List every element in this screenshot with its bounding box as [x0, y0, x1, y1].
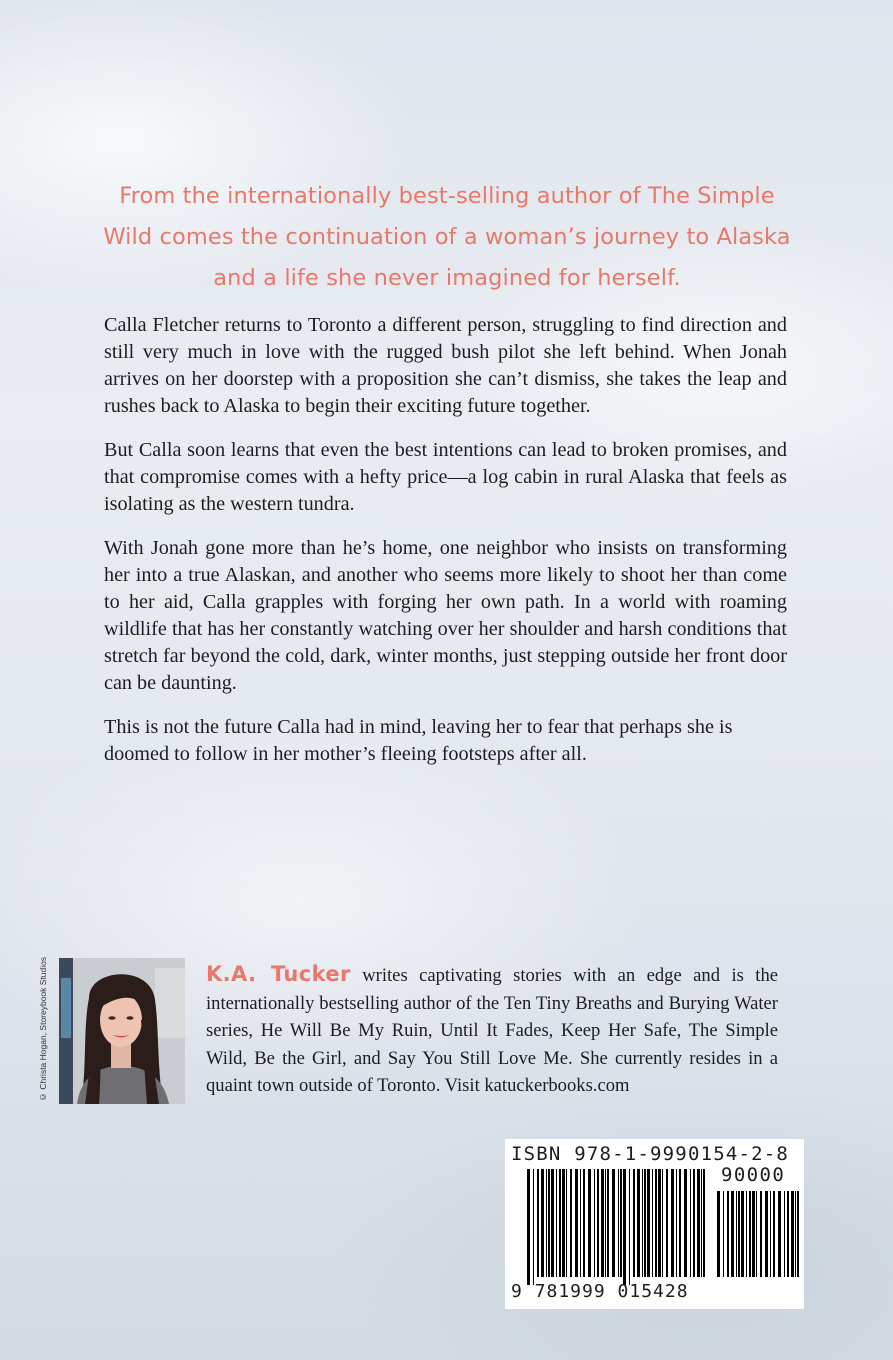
description-paragraph-4: This is not the future Calla had in mind, leaving her to fear that perhaps she is doomed to follow in her mother’s fleeing footsteps after all.: [104, 716, 733, 765]
barcode-bar: [655, 1169, 657, 1277]
barcode-bar: [741, 1191, 744, 1277]
photo-credit: © Christa Hogan, Storeybook Studios: [38, 956, 48, 1102]
book-description: [104, 312, 787, 785]
barcode-bar: [703, 1169, 705, 1277]
barcode-bar: [666, 1169, 668, 1277]
barcode-bar: [551, 1169, 554, 1277]
barcode-bar: [637, 1169, 640, 1277]
barcode-bar: [652, 1169, 653, 1277]
barcode-bar: [717, 1191, 720, 1277]
barcode-bar: [671, 1169, 674, 1277]
barcode-bar: [537, 1169, 539, 1277]
barcode-bar: [752, 1191, 755, 1277]
author-bio: [206, 961, 778, 1100]
author-portrait-illustration: [59, 958, 185, 1104]
barcode-bar: [676, 1169, 677, 1277]
description-paragraph-2: But Calla soon learns that even the best intentions can lead to broken promises, and that compromise comes with a hefty price—a log cabin in rural Alaska that feels as isolating as the western tundra.: [104, 439, 787, 515]
barcode-bar: [588, 1169, 591, 1277]
barcode-bar: [546, 1169, 547, 1277]
barcode-bar: [548, 1169, 550, 1277]
barcode-bar: [658, 1169, 661, 1277]
description-paragraph-3: With Jonah gone more than he’s home, one neighbor who insists on transforming her into a true Alaskan, and another who seems more likely to shoot her than come to her aid, Calla grapples with forging her own path. In a world with roaming wildlife that has her constantly watching over her shoulder and harsh conditions that stretch far beyond the cold, dark, winter months, just stepping outside her front door can be daunting.: [104, 537, 787, 694]
barcode-bar: [620, 1169, 622, 1277]
barcode-bar: [559, 1169, 561, 1277]
barcode-bar: [697, 1169, 700, 1277]
barcode-bar: [541, 1169, 544, 1277]
barcode-bar: [575, 1169, 578, 1277]
barcode-bar: [723, 1191, 724, 1277]
barcode-bar: [533, 1169, 534, 1285]
barcode-bar: [760, 1191, 762, 1277]
barcode-bar: [787, 1191, 789, 1277]
barcode-bar: [778, 1191, 781, 1277]
barcode-bar: [601, 1169, 604, 1277]
ean-digits: 9 781999 015428: [511, 1281, 689, 1302]
price-code: 90000: [721, 1164, 786, 1186]
barcode-bar: [623, 1169, 626, 1285]
barcode-bar: [693, 1169, 695, 1277]
barcode-bar: [679, 1169, 681, 1277]
barcode-bar: [556, 1169, 557, 1277]
barcode-bar: [756, 1191, 757, 1277]
barcode-bar: [684, 1169, 687, 1277]
barcode-bar: [770, 1191, 771, 1277]
barcode-bar: [784, 1191, 785, 1277]
isbn-label: ISBN 978-1-9990154-2-8: [511, 1143, 790, 1165]
barcode-bar: [642, 1169, 643, 1277]
barcode-bar: [594, 1169, 595, 1277]
barcode-bar: [570, 1169, 572, 1277]
barcode-bar: [701, 1169, 702, 1277]
barcode-bar: [580, 1169, 581, 1277]
author-photo: [59, 958, 185, 1104]
barcode-bar: [566, 1169, 567, 1277]
barcode-bar: [644, 1169, 646, 1277]
barcode-bar: [727, 1191, 729, 1277]
barcode-bar: [738, 1191, 740, 1277]
barcode-bar: [690, 1169, 691, 1277]
barcode-bar: [629, 1169, 630, 1285]
barcode-bar: [605, 1169, 606, 1277]
barcode-bar: [736, 1191, 737, 1277]
barcode-bar: [791, 1191, 794, 1277]
barcode-bar: [647, 1169, 650, 1277]
barcode-bar: [773, 1191, 775, 1277]
barcode-bar: [662, 1169, 663, 1277]
barcode-bar: [607, 1169, 609, 1277]
barcode-bar: [797, 1191, 799, 1277]
barcode-bar: [583, 1169, 585, 1277]
barcode-bar: [562, 1169, 565, 1277]
description-paragraph-1: Calla Fletcher returns to Toronto a different person, struggling to find direction and still very much in love with the rugged bush pilot she left behind. When Jonah arrives on her doorstep with a proposition she can’t dismiss, she takes the leap and rushes back to Alaska to begin their exciting future together.: [104, 314, 787, 417]
author-name: K.A. Tucker: [206, 962, 351, 986]
barcode-bar: [527, 1169, 530, 1285]
tagline: From the internationally best-selling author of The Simple Wild comes the continuation of a woman’s journey to Alaska and a life she never imagined for herself.: [103, 183, 791, 291]
barcode-bar: [749, 1191, 751, 1277]
barcode-bar: [795, 1191, 796, 1277]
barcode-bar: [731, 1191, 734, 1277]
barcode-bar: [618, 1169, 619, 1277]
barcode-bar: [765, 1191, 768, 1277]
barcode-bar: [633, 1169, 635, 1277]
barcode-bar: [612, 1169, 615, 1277]
barcode-bar: [746, 1191, 747, 1277]
author-bio-text: writes captivating stories with an edge and is the internationally bestselling author of the Ten Tiny Breaths and Burying Water series, He Will Be My Ruin, Until It Fades, Keep Her Safe, The Simple Wild, Be the Girl, and Say You Still Love Me. She currently resides in a quaint town outside of Toronto. Visit katuckerbooks.com: [206, 965, 778, 1096]
isbn-barcode: [505, 1139, 804, 1309]
barcode-bar: [597, 1169, 599, 1277]
